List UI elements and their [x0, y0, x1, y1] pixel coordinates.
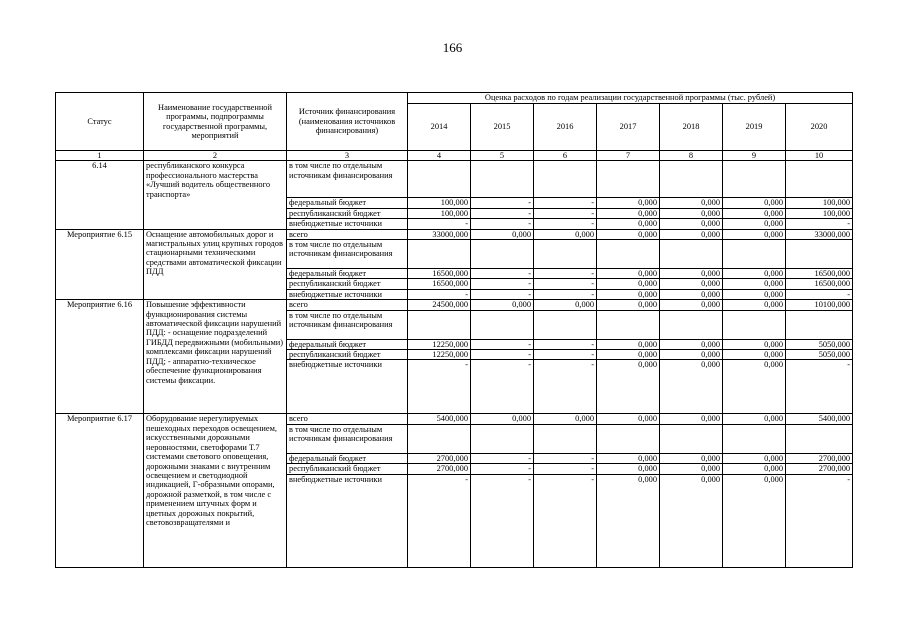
row-value: 100,000	[786, 198, 853, 208]
row-value: 0,000	[723, 453, 786, 463]
row-value: -	[786, 219, 853, 229]
row-value: 0,000	[660, 300, 723, 310]
row-value: -	[534, 464, 597, 474]
row-value: 2700,000	[786, 464, 853, 474]
row-value	[471, 424, 534, 453]
row-value: 0,000	[597, 229, 660, 239]
row-value: 10100,000	[786, 300, 853, 310]
column-number: 5	[471, 151, 534, 161]
row-value	[723, 240, 786, 269]
row-value: 0,000	[597, 474, 660, 567]
row-value	[408, 310, 471, 339]
budget-table-body	[56, 161, 853, 567]
table-row	[56, 414, 853, 424]
row-value: -	[471, 198, 534, 208]
row-funding-source: в том числе по отдельным источникам финансирования	[287, 310, 408, 339]
row-value: -	[471, 360, 534, 414]
row-value	[597, 310, 660, 339]
row-value: 0,000	[597, 279, 660, 289]
column-number: 8	[660, 151, 723, 161]
row-value: 0,000	[597, 360, 660, 414]
row-funding-source: республиканский бюджет	[287, 464, 408, 474]
header-year: 2017	[597, 104, 660, 151]
row-value: 100,000	[408, 208, 471, 218]
row-value: 0,000	[660, 289, 723, 299]
budget-table	[55, 92, 853, 568]
row-value: -	[408, 360, 471, 414]
row-value: 0,000	[723, 339, 786, 349]
row-value	[660, 161, 723, 198]
row-value: -	[534, 219, 597, 229]
row-value: -	[534, 269, 597, 279]
row-value: 0,000	[471, 300, 534, 310]
row-value: 0,000	[723, 414, 786, 424]
row-funding-source: внебюджетные источники	[287, 474, 408, 567]
row-value: 0,000	[723, 474, 786, 567]
row-description: Оснащение автомобильных дорог и магистральных улиц крупных городов стационарными техническими средствами автоматической фиксации ПДД	[144, 229, 287, 300]
row-value: 0,000	[723, 279, 786, 289]
row-value: 33000,000	[786, 229, 853, 239]
row-value: -	[534, 453, 597, 463]
row-value: 5400,000	[408, 414, 471, 424]
row-value: 0,000	[597, 289, 660, 299]
row-value: 2700,000	[408, 453, 471, 463]
row-value: 0,000	[660, 269, 723, 279]
row-value: -	[471, 289, 534, 299]
row-value	[786, 310, 853, 339]
column-number: 6	[534, 151, 597, 161]
row-value: -	[471, 208, 534, 218]
row-funding-source: федеральный бюджет	[287, 269, 408, 279]
row-value: 0,000	[723, 229, 786, 239]
row-value: 2700,000	[408, 464, 471, 474]
row-value	[471, 161, 534, 198]
row-value: 0,000	[597, 300, 660, 310]
row-value	[471, 310, 534, 339]
row-value: 0,000	[597, 350, 660, 360]
row-value: -	[471, 269, 534, 279]
row-value	[597, 424, 660, 453]
column-number: 10	[786, 151, 853, 161]
row-value: 0,000	[471, 229, 534, 239]
row-value: 0,000	[723, 350, 786, 360]
header-estimate: Оценка расходов по годам реализации государственной программы (тыс. рублей)	[408, 93, 853, 104]
row-value	[408, 240, 471, 269]
row-value: 16500,000	[786, 279, 853, 289]
row-value: 0,000	[534, 300, 597, 310]
row-value: 0,000	[660, 350, 723, 360]
column-number: 1	[56, 151, 144, 161]
row-value: 5050,000	[786, 350, 853, 360]
row-value: 100,000	[786, 208, 853, 218]
row-value: -	[471, 339, 534, 349]
row-value: 0,000	[660, 219, 723, 229]
row-value	[408, 161, 471, 198]
row-value: -	[534, 198, 597, 208]
row-funding-source: в том числе по отдельным источникам финансирования	[287, 240, 408, 269]
row-funding-source: федеральный бюджет	[287, 339, 408, 349]
row-value	[786, 161, 853, 198]
row-value	[471, 240, 534, 269]
row-value: -	[534, 339, 597, 349]
column-number: 2	[144, 151, 287, 161]
row-value	[597, 161, 660, 198]
row-value: 0,000	[723, 198, 786, 208]
row-funding-source: всего	[287, 300, 408, 310]
row-value: 0,000	[660, 229, 723, 239]
row-value: 0,000	[597, 208, 660, 218]
table-row	[56, 300, 853, 310]
row-value: 0,000	[597, 414, 660, 424]
row-value: -	[408, 219, 471, 229]
row-value: -	[534, 350, 597, 360]
row-value	[660, 424, 723, 453]
row-value: 24500,000	[408, 300, 471, 310]
row-value: 0,000	[723, 464, 786, 474]
header-name: Наименование государственной программы, подпрограммы государственной программы, мероприятий	[144, 93, 287, 151]
row-value: 12250,000	[408, 350, 471, 360]
column-number: 7	[597, 151, 660, 161]
row-value: 12250,000	[408, 339, 471, 349]
row-value: -	[471, 350, 534, 360]
row-funding-source: всего	[287, 414, 408, 424]
row-value: -	[786, 474, 853, 567]
row-status: Мероприятие 6.15	[56, 229, 144, 300]
row-value	[408, 424, 471, 453]
header-status: Статус	[56, 93, 144, 151]
row-description: республиканского конкурса профессионального мастерства «Лучший водитель общественного транспорта»	[144, 161, 287, 229]
row-value	[534, 161, 597, 198]
row-value: 0,000	[597, 198, 660, 208]
header-source: Источник финансирования (наименования источников финансирования)	[287, 93, 408, 151]
column-numbers-row	[56, 151, 853, 161]
row-status: Мероприятие 6.17	[56, 414, 144, 567]
row-value	[786, 424, 853, 453]
row-status: Мероприятие 6.16	[56, 300, 144, 414]
row-value: -	[786, 360, 853, 414]
row-value: 100,000	[408, 198, 471, 208]
header-row	[56, 93, 853, 104]
row-value	[534, 240, 597, 269]
row-value: -	[471, 453, 534, 463]
row-value: -	[534, 360, 597, 414]
row-value	[723, 161, 786, 198]
row-funding-source: в том числе по отдельным источникам финансирования	[287, 161, 408, 198]
row-value: 0,000	[723, 289, 786, 299]
row-value: -	[534, 289, 597, 299]
row-value: 0,000	[723, 269, 786, 279]
row-value: -	[471, 464, 534, 474]
row-value: 2700,000	[786, 453, 853, 463]
row-value: -	[534, 279, 597, 289]
header-year: 2015	[471, 104, 534, 151]
row-value: -	[408, 289, 471, 299]
column-number: 9	[723, 151, 786, 161]
row-value	[786, 240, 853, 269]
row-value: 0,000	[660, 279, 723, 289]
row-value: -	[408, 474, 471, 567]
row-funding-source: республиканский бюджет	[287, 279, 408, 289]
row-value: 0,000	[660, 198, 723, 208]
row-value: 0,000	[660, 464, 723, 474]
row-value: 5400,000	[786, 414, 853, 424]
row-value	[723, 424, 786, 453]
row-value: 0,000	[597, 453, 660, 463]
row-funding-source: федеральный бюджет	[287, 453, 408, 463]
table-row	[56, 229, 853, 239]
row-value: 16500,000	[408, 279, 471, 289]
row-funding-source: республиканский бюджет	[287, 350, 408, 360]
row-value: 33000,000	[408, 229, 471, 239]
row-value: 0,000	[660, 339, 723, 349]
row-status: 6.14	[56, 161, 144, 229]
row-funding-source: внебюджетные источники	[287, 289, 408, 299]
row-value: 0,000	[534, 414, 597, 424]
row-value: 0,000	[723, 300, 786, 310]
row-value: -	[471, 279, 534, 289]
row-value: 0,000	[723, 360, 786, 414]
header-year: 2016	[534, 104, 597, 151]
row-value	[723, 310, 786, 339]
row-value: -	[471, 219, 534, 229]
row-value	[534, 310, 597, 339]
row-value: 0,000	[660, 208, 723, 218]
row-value: 5050,000	[786, 339, 853, 349]
row-funding-source: федеральный бюджет	[287, 198, 408, 208]
row-value: 0,000	[471, 414, 534, 424]
row-value: 0,000	[660, 414, 723, 424]
row-value	[660, 310, 723, 339]
row-value: -	[471, 474, 534, 567]
row-value: 16500,000	[786, 269, 853, 279]
header-year: 2019	[723, 104, 786, 151]
row-value: 0,000	[534, 229, 597, 239]
column-number: 4	[408, 151, 471, 161]
row-value: 0,000	[660, 453, 723, 463]
page-number: 166	[442, 40, 463, 55]
row-funding-source: республиканский бюджет	[287, 208, 408, 218]
row-value: -	[534, 474, 597, 567]
row-funding-source: внебюджетные источники	[287, 219, 408, 229]
row-value: 16500,000	[408, 269, 471, 279]
column-number: 3	[287, 151, 408, 161]
row-value: 0,000	[597, 339, 660, 349]
table-row	[56, 161, 853, 198]
row-funding-source: всего	[287, 229, 408, 239]
row-value	[534, 424, 597, 453]
header-year: 2020	[786, 104, 853, 151]
row-funding-source: в том числе по отдельным источникам финансирования	[287, 424, 408, 453]
row-value: 0,000	[597, 219, 660, 229]
row-value: 0,000	[660, 360, 723, 414]
row-value: -	[786, 289, 853, 299]
row-value	[597, 240, 660, 269]
row-funding-source: внебюджетные источники	[287, 360, 408, 414]
row-value: 0,000	[597, 269, 660, 279]
row-value: 0,000	[723, 208, 786, 218]
header-year: 2018	[660, 104, 723, 151]
row-value: 0,000	[597, 464, 660, 474]
row-value: -	[534, 208, 597, 218]
row-value: 0,000	[723, 219, 786, 229]
header-year: 2014	[408, 104, 471, 151]
row-value	[660, 240, 723, 269]
row-description: Оборудование нерегулируемых пешеходных переходов освещением, искусственными дорожными неровностями, светофорами Т.7 системами светового оповещения, дорожными знаками с внутренним освещением и светодиодной индикацией, Г-образными опорами, дорожной разметкой, в том числе с применением штучных форм и цветных дорожных покрытий, световозвращателями и	[144, 414, 287, 567]
row-description: Повышение эффективности функционирования системы автоматической фиксации нарушений ПДД: - оснащение подразделений ГИБДД передвижными (мобильными) комплексами фиксации нарушений ПДД; - аппаратно-техническое обеспечение функционирования системы фиксации.	[144, 300, 287, 414]
row-value: 0,000	[660, 474, 723, 567]
